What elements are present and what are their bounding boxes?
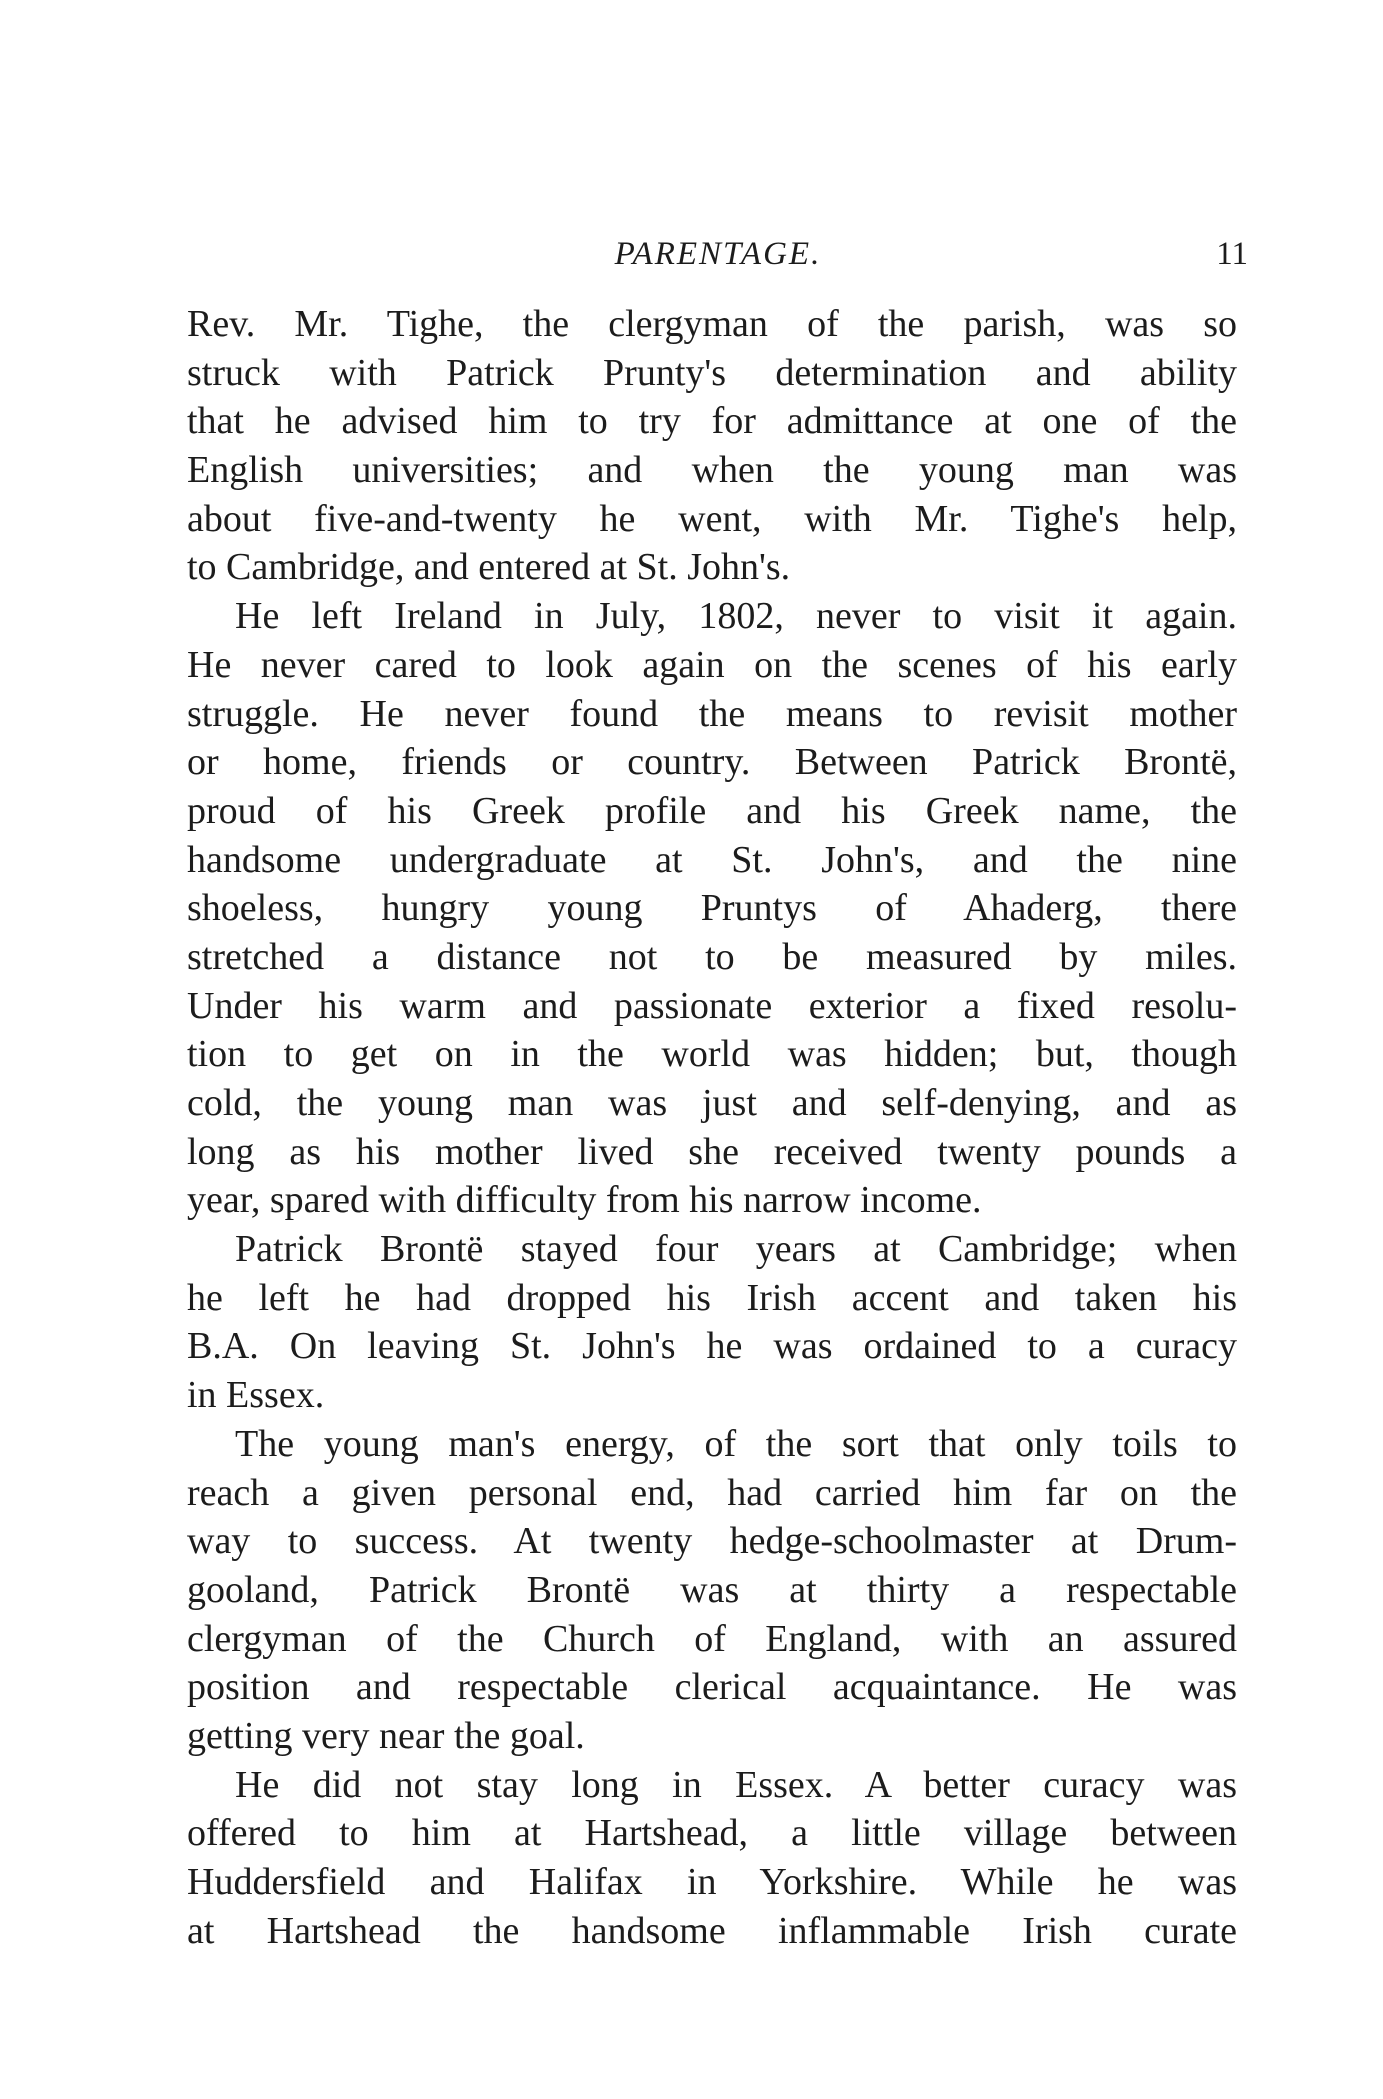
text-line: He left Ireland in July, 1802, never to visit it again. xyxy=(235,595,1237,638)
text-line: offered to him at Hartshead, a little village between xyxy=(187,1812,1237,1855)
text-line: handsome undergraduate at St. John's, and the nine xyxy=(187,838,1237,881)
text-line: English universities; and when the young man was xyxy=(187,449,1237,492)
text-line: to Cambridge, and entered at St. John's. xyxy=(187,546,791,589)
text-line: shoeless, hungry young Pruntys of Ahaderg, there xyxy=(187,887,1237,930)
body-text xyxy=(187,300,1237,1955)
text-line: tion to get on in the world was hidden; but, though xyxy=(187,1033,1237,1076)
text-line: long as his mother lived she received twenty pounds a xyxy=(187,1130,1237,1173)
text-line: about five-and-twenty he went, with Mr. Tighe's help, xyxy=(187,497,1237,540)
text-line: He never cared to look again on the scenes of his early xyxy=(187,643,1237,686)
text-line: struck with Patrick Prunty's determination and ability xyxy=(187,351,1237,394)
text-line: he left he had dropped his Irish accent and taken his xyxy=(187,1276,1237,1319)
text-line: The young man's energy, of the sort that only toils to xyxy=(235,1422,1237,1465)
text-line: reach a given personal end, had carried him far on the xyxy=(187,1471,1237,1514)
text-line: year, spared with difficulty from his narrow income. xyxy=(187,1179,982,1222)
text-line: or home, friends or country. Between Patrick Brontë, xyxy=(187,741,1237,784)
text-line: Rev. Mr. Tighe, the clergyman of the parish, was so xyxy=(187,303,1237,345)
page-number: 11 xyxy=(1216,236,1248,272)
running-title: PARENTAGE. xyxy=(614,236,822,272)
text-line: in Essex. xyxy=(187,1374,325,1417)
text-line: Patrick Brontë stayed four years at Cambridge; when xyxy=(235,1228,1237,1271)
text-line: B.A. On leaving St. John's he was ordained to a curacy xyxy=(187,1325,1237,1368)
text-line: Under his warm and passionate exterior a fixed resolu- xyxy=(187,984,1237,1027)
text-line: getting very near the goal. xyxy=(187,1714,585,1757)
text-line: gooland, Patrick Brontë was at thirty a respectable xyxy=(187,1568,1237,1611)
text-line: clergyman of the Church of England, with an assured xyxy=(187,1617,1237,1660)
text-line: way to success. At twenty hedge-schoolmaster at Drum- xyxy=(187,1520,1237,1563)
running-head xyxy=(188,236,1248,286)
text-line: cold, the young man was just and self-denying, and as xyxy=(187,1082,1237,1124)
text-line: struggle. He never found the means to revisit mother xyxy=(187,692,1237,735)
text-line: that he advised him to try for admittance at one of the xyxy=(187,400,1237,443)
text-line: He did not stay long in Essex. A better curacy was xyxy=(235,1763,1237,1806)
text-line: proud of his Greek profile and his Greek name, the xyxy=(187,789,1237,832)
text-line: at Hartshead the handsome inflammable Irish curate xyxy=(187,1909,1237,1952)
text-line: position and respectable clerical acquaintance. He was xyxy=(187,1666,1237,1709)
text-line: stretched a distance not to be measured by miles. xyxy=(187,935,1237,978)
text-line: Huddersfield and Halifax in Yorkshire. While he was xyxy=(187,1861,1237,1903)
